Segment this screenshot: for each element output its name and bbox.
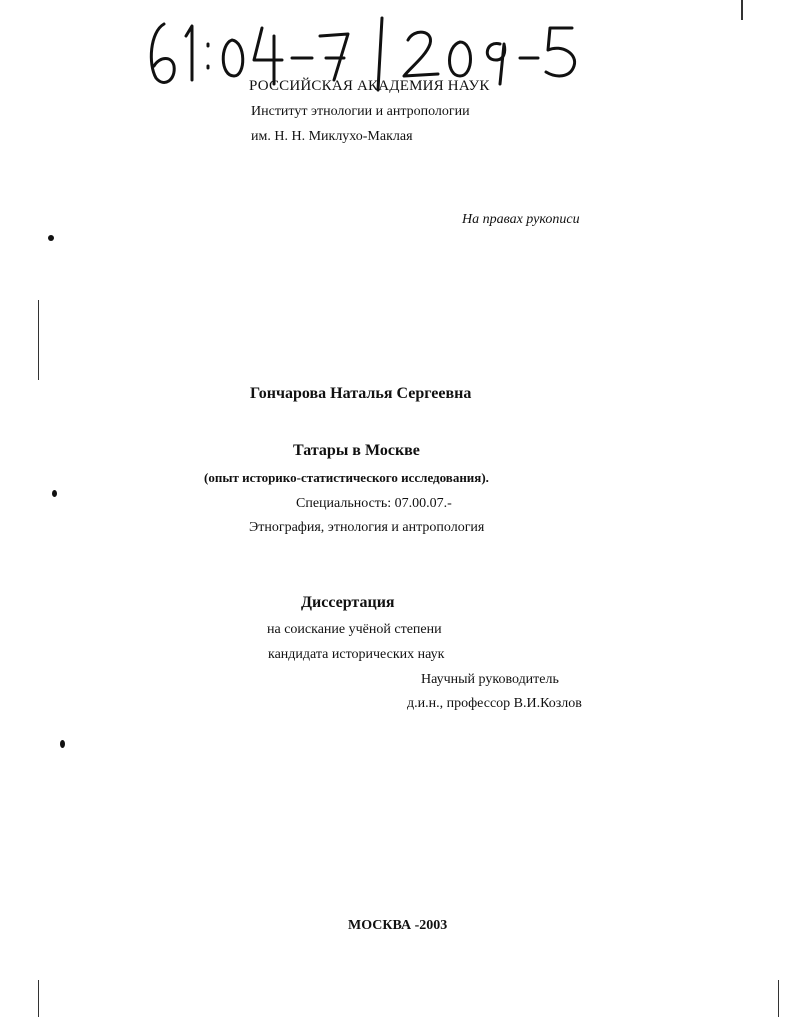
dissertation-title: Татары в Москве <box>293 442 420 459</box>
specialty-name: Этнография, этнология и антропология <box>249 520 485 535</box>
punch-mark <box>48 235 54 241</box>
dissertation-subtitle: (опыт историко-статистического исследования). <box>204 470 489 485</box>
scan-edge-right <box>741 0 743 20</box>
degree-line1: на соискание учёной степени <box>267 622 442 637</box>
specialty-code: Специальность: 07.00.07.- <box>296 496 452 511</box>
punch-mark <box>60 740 65 748</box>
document-type: Диссертация <box>301 594 395 611</box>
advisor-name: д.и.н., профессор В.И.Козлов <box>407 696 582 711</box>
scan-edge-left-lower <box>38 980 39 1017</box>
organization-name: РОССИЙСКАЯ АКАДЕМИЯ НАУК <box>249 78 490 94</box>
institute-name-line2: им. Н. Н. Миклухо-Маклая <box>251 129 413 144</box>
punch-mark <box>52 490 57 497</box>
author-name: Гончарова Наталья Сергеевна <box>250 385 472 402</box>
advisor-label: Научный руководитель <box>421 672 559 687</box>
scan-edge-left <box>38 300 39 380</box>
city-year: МОСКВА -2003 <box>348 918 448 933</box>
degree-line2: кандидата исторических наук <box>268 647 445 662</box>
manuscript-note: На правах рукописи <box>462 212 580 227</box>
institute-name-line1: Институт этнологии и антропологии <box>251 104 470 119</box>
scan-edge-right-lower <box>778 980 779 1017</box>
